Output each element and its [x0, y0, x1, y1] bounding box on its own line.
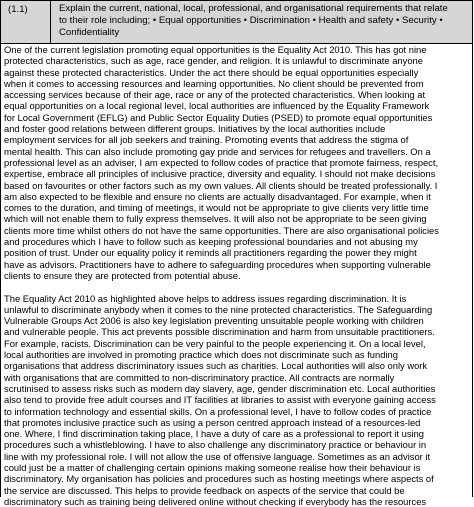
criterion-title-line: Confidentiality [59, 27, 120, 39]
answer-paragraph-2 [4, 293, 469, 507]
answer-line: professional level as an adviser, I am expected to follow codes of practice that promote fairness, respect, [4, 156, 439, 168]
answer-line: and procedures which I have to follow such as keeping professional boundaries and not abusing my [4, 236, 418, 248]
answer-line: could just be a matter of challenging certain opinions making someone realise how their behaviour is [4, 461, 421, 473]
answer-line: comes to the duration, and timing of meetings, it would not be appropriate to give clients very little time [4, 202, 429, 214]
answer-line: against these protected characteristics. Under the act there should be equal opportunities especially [4, 66, 419, 78]
answer-line: employment services for all job seekers and training. Promoting events that address the stigma of [4, 134, 409, 146]
answer-line: Vulnerable Groups Act 2006 is also key legislation preventing unsuitable people working with children [4, 315, 424, 327]
answer-line: line with my professional role. I will not allow the use of offensive language. Sometimes as an advisor it [4, 450, 431, 462]
answer-line: For example, racists. Discrimination can be very painful to the people experiencing it. On a local level, [4, 337, 426, 349]
answer-line: also tend to provide free adult courses and IT facilities at libraries to assist with everyone gaining access [4, 394, 436, 406]
answer-line: expertise, embrace all principles of inclusive practice, diversity and equality. I should not make decisions [4, 168, 436, 180]
answer-line: am also expected to be flexible and ensure no clients are actually disadvantaged. For example, when it [4, 190, 431, 202]
answer-line: unlawful to discriminate anybody when it comes to the nine protected characteristics. The Safeguarding [4, 303, 433, 315]
answer-line: protected characteristics, such as age, race gender, and religion. It is unlawful to discriminate anyone [4, 55, 423, 67]
answer-line: accessing services because of their age, race or any of the protected characteristics. When looking at [4, 89, 426, 101]
answer-line: based on favourites or other factors such as my own values. All clients should be treated professionally. I [4, 179, 438, 191]
answer-line: local authorities are involved in promoting practice which does not discriminate such as funding [4, 349, 398, 361]
criterion-header [1, 0, 472, 44]
paragraph-gap [4, 281, 469, 292]
answer-line: The Equality Act 2010 as highlighted above helps to address issues regarding discrimination. It is [4, 292, 407, 304]
answer-line: mental health. This can also include promoting gay pride and services for refugees and travellers. On a [4, 145, 431, 157]
answer-line: discriminatory such as training being delivered online without checking if everybody has the resources [4, 495, 427, 507]
answer-line: equal opportunities on a local regional level, local authorities are influenced by the Equality Framework [4, 100, 430, 112]
answer-line: and foster good relations between different groups. Initiatives by the local authorities include [4, 123, 386, 135]
answer-paragraph-1 [4, 44, 469, 281]
answer-line: the service are discussed. This helps to provide feedback on aspects of the service that could be [4, 484, 405, 496]
answer-line: and vulnerable people. This act prevents possible discrimination and harm from unsuitable practitioners. [4, 326, 435, 338]
answer-line: that promotes inclusive practice such as using a person centred approach instead of a resources-led [4, 416, 421, 428]
answer-body [1, 44, 472, 507]
answer-line: clients to ensure they are protected from potential abuse. [4, 269, 241, 281]
answer-line: clients more time whilst others do not have the same opportunities. There are also organisational policies [4, 224, 439, 236]
answer-line: One of the current legislation promoting equal opportunities is the Equality Act 2010. This has got nine [4, 44, 427, 55]
criterion-number: (1.1) [1, 1, 51, 43]
answer-line: procedures such a whistleblowing. I have to also challenge any discriminatory practice or behaviour in [4, 439, 427, 451]
answer-line: with organisations that are committed to non-discriminatory practice. All contracts are normally [4, 371, 395, 383]
answer-line: for Local Government (EFLG) and Public Sector Equality Duties (PSED) to promote equal opportunities [4, 111, 433, 123]
answer-line: scrutinised to assess risks such as modern day slavery, age, gender discrimination etc. Local authorities [4, 382, 436, 394]
criterion-title-line: Explain the current, national, local, professional, and organisational requirements that relate [59, 3, 448, 14]
answer-line: when it comes to accessing resources and learning opportunities. No client should be prevented from [4, 77, 424, 89]
answer-line: discriminatory. My organisation has policies and procedures such as hosting meetings where aspects of [4, 473, 434, 485]
answer-line: which will not enable them to fully express themselves. It will also not be appropriate to be seen giving [4, 213, 427, 225]
criterion-title [51, 1, 472, 43]
answer-line: have as advisors. Practitioners have to adhere to safeguarding procedures when supporting vulnerable [4, 258, 431, 270]
criterion-title-line: to their role including; • Equal opportunities • Discrimination • Health and safety • Security • [59, 15, 443, 27]
answer-line: to information technology and essential skills. On a professional level, I have to follow codes of practice [4, 405, 432, 417]
answer-line: organisations that address discriminatory issues such as charities. Local authorities will also only work [4, 360, 428, 372]
answer-line: position of trust. Under our equality policy it reminds all practitioners regarding the power they might [4, 247, 417, 259]
answer-line: one. Where, I find discrimination taking place, I have a duty of care as a professional to report it using [4, 428, 425, 440]
